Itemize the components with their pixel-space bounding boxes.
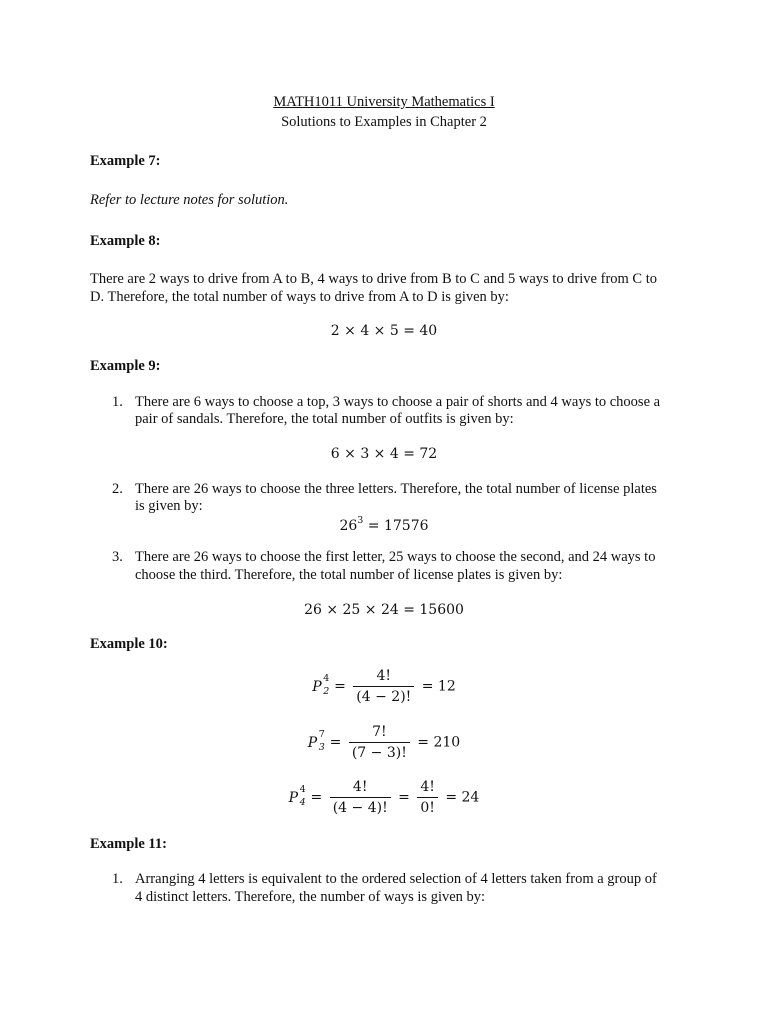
example-8-line-2: D. Therefore, the total number of ways to drive from A to D is given by: (90, 289, 509, 305)
example-8-line-1: There are 2 ways to drive from A to B, 4 ways to drive from B to C and 5 ways to drive from C to (90, 271, 658, 287)
permutation-result: = 12 (421, 678, 456, 695)
example-11-item-1-line-1: Arranging 4 letters is equivalent to the ordered selection of 4 letters taken from a group of (135, 871, 657, 887)
example-9-item-1-line-2: pair of sandals. Therefore, the total number of outfits is given by: (135, 411, 514, 427)
fraction: $\frac{4!}{(4 - 2)!}$ (353, 668, 414, 705)
permutation-symbol: P 4 2 (312, 672, 330, 697)
permutation-symbol: P 4 4 (288, 783, 306, 808)
permutation-result: = 210 (417, 734, 461, 751)
permutation-equation-2: P 7 3 = $\frac{7!}{(7 - 3)!}$ = 210 (307, 724, 461, 761)
example-9-item-1-equation: 6 × 3 × 4 = 72 (330, 446, 438, 462)
example-9-item-1-line-1: There are 6 ways to choose a top, 3 ways to choose a pair of shorts and 4 ways to choose a (135, 394, 661, 410)
fraction: $\frac{4!}{(4 - 4)!}$ (330, 779, 391, 816)
permutation-equation-1: P 4 2 = $\frac{4!}{(4 - 2)!}$ = 12 (312, 668, 456, 705)
example-9-item-3-number: 3. (112, 549, 123, 565)
example-9-item-3-line-1: There are 26 ways to choose the first letter, 25 ways to choose the second, and 24 ways to (135, 549, 656, 565)
example-9-item-2-number: 2. (112, 481, 123, 497)
example-11-item-1-line-2: 4 distinct letters. Therefore, the number of ways is given by: (135, 889, 486, 905)
permutation-result: = 24 (445, 789, 480, 806)
example-9-item-2-equation (0, 515, 768, 534)
example-9-item-1-number: 1. (112, 394, 123, 410)
fraction-simplified: $\frac{4!}{0!}$ (417, 779, 438, 816)
example-9-item-2-line-2: is given by: (135, 498, 203, 514)
fraction: $\frac{7!}{(7 - 3)!}$ (349, 724, 410, 761)
document-subtitle: Solutions to Examples in Chapter 2 (281, 114, 487, 130)
example-8-heading: Example 8: (90, 233, 161, 249)
example-7-text: Refer to lecture notes for solution. (90, 192, 289, 208)
course-title: MATH1011 University Mathematics I (273, 94, 495, 110)
permutation-equation-3: P 4 4 = $\frac{4!}{(4 - 4)!}$ = $\frac{4!}{0!}$ = 24 (288, 779, 480, 816)
example-9-item-3-line-2: choose the third. Therefore, the total number of license plates is given by: (135, 567, 563, 583)
power-base: 26 (339, 518, 358, 534)
example-7-heading: Example 7: (90, 153, 161, 169)
power-exponent: 3 (357, 515, 364, 526)
example-9-item-3-equation: 26 × 25 × 24 = 15600 (304, 602, 464, 618)
example-9-heading: Example 9: (90, 358, 161, 374)
example-11-item-1-number: 1. (112, 871, 123, 887)
example-8-equation: 2 × 4 × 5 = 40 (330, 323, 438, 339)
example-9-item-2-line-1: There are 26 ways to choose the three letters. Therefore, the total number of license plates (135, 481, 657, 497)
permutation-symbol: P 7 3 (307, 728, 325, 753)
example-11-heading: Example 11: (90, 836, 167, 852)
power-result: = 17576 (363, 518, 429, 534)
example-10-heading: Example 10: (90, 636, 168, 652)
